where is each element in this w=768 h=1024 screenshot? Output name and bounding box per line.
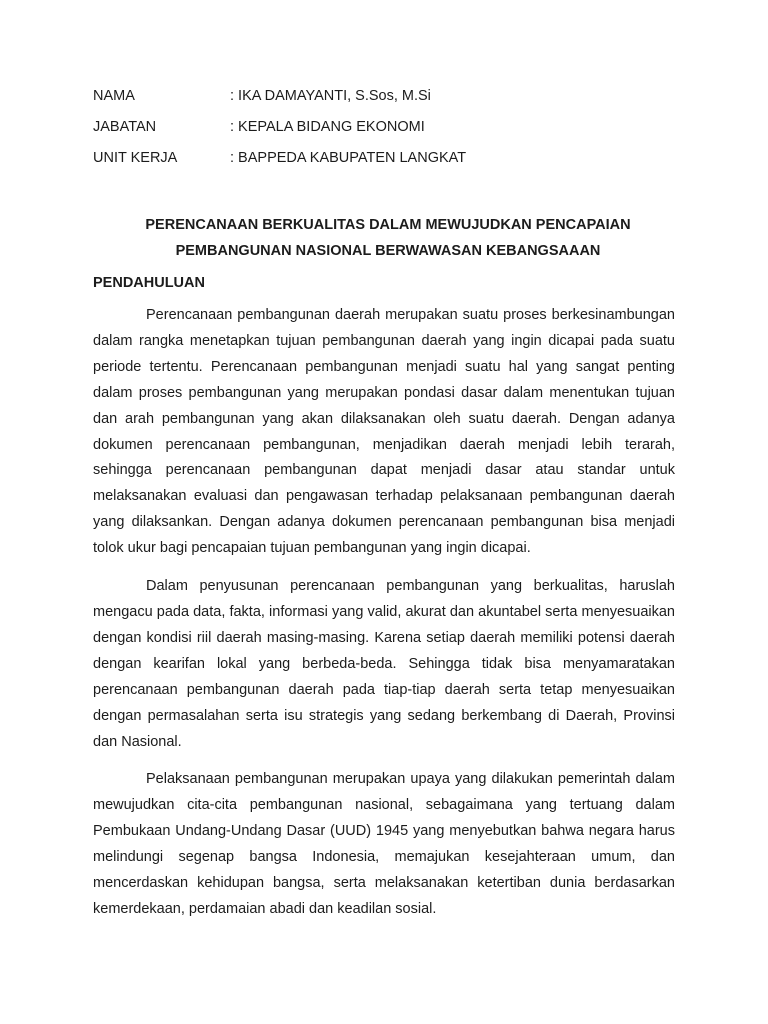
document-title-line-2: PEMBANGUNAN NASIONAL BERWAWASAN KEBANGSAAAN xyxy=(175,243,601,259)
author-name-label: NAMA xyxy=(93,88,135,104)
section-heading: PENDAHULUAN xyxy=(93,275,205,291)
paragraph-1: Perencanaan pembangunan daerah merupakan suatu proses berkesinambungan dalam rangka menetapkan tujuan pembangunan daerah yang ingin dicapai pada suatu periode tertentu. Perencanaan pembangunan menjadi suatu hal yang sangat penting dalam proses pembangunan yang merupakan pondasi dasar dalam menentukan tujuan dan arah pembangunan yang akan dilaksanakan oleh suatu daerah. Dengan adanya dokumen perencanaan pembangunan, menjadikan daerah menjadi lebih terarah, sehingga perencanaan pembangunan dapat menjadi dasar atau standar untuk melaksanakan evaluasi dan pengawasan terhadap pelaksanaan pembangunan daerah yang dilaksankan. Dengan adanya dokumen perencanaan pembangunan bisa menjadi tolok ukur bagi pencapaian tujuan pembangunan yang ingin dicapai. xyxy=(93,307,675,557)
author-position-label: JABATAN xyxy=(93,119,157,135)
author-name-row xyxy=(93,84,683,115)
author-unit-value: : BAPPEDA KABUPATEN LANGKAT xyxy=(230,150,467,166)
author-info-block xyxy=(93,84,683,177)
paragraph-3: Pelaksanaan pembangunan merupakan upaya yang dilakukan pemerintah dalam mewujudkan cita-cita pembangunan nasional, sebagaimana yang tertuang dalam Pembukaan Undang-Undang Dasar (UUD) 1945 yang menyebutkan bahwa negara harus melindungi segenap bangsa Indonesia, memajukan kesejahteraan umum, dan mencerdaskan kehidupan bangsa, serta melaksanakan ketertiban dunia berdasarkan kemerdekaan, perdamaian abadi dan keadilan sosial. xyxy=(93,771,675,917)
author-name-value: : IKA DAMAYANTI, S.Sos, M.Si xyxy=(230,88,431,104)
body-text xyxy=(93,303,675,935)
document-title xyxy=(93,212,683,264)
document-title-line-1: PERENCANAAN BERKUALITAS DALAM MEWUJUDKAN PENCAPAIAN xyxy=(145,217,631,233)
author-unit-label: UNIT KERJA xyxy=(93,150,178,166)
author-position-row xyxy=(93,115,683,146)
author-position-value: : KEPALA BIDANG EKONOMI xyxy=(230,119,425,135)
author-unit-row xyxy=(93,146,683,177)
paragraph-2: Dalam penyusunan perencanaan pembangunan yang berkualitas, haruslah mengacu pada data, fakta, informasi yang valid, akurat dan akuntabel serta menyesuaikan dengan kondisi riil daerah masing-masing. Karena setiap daerah memiliki potensi daerah dengan kearifan lokal yang berbeda-beda. Sehingga tidak bisa menyamaratakan perencanaan pembangunan daerah pada tiap-tiap daerah serta tetap menyesuaikan dengan permasalahan serta isu strategis yang sedang berkembang di Daerah, Provinsi dan Nasional. xyxy=(93,578,675,750)
